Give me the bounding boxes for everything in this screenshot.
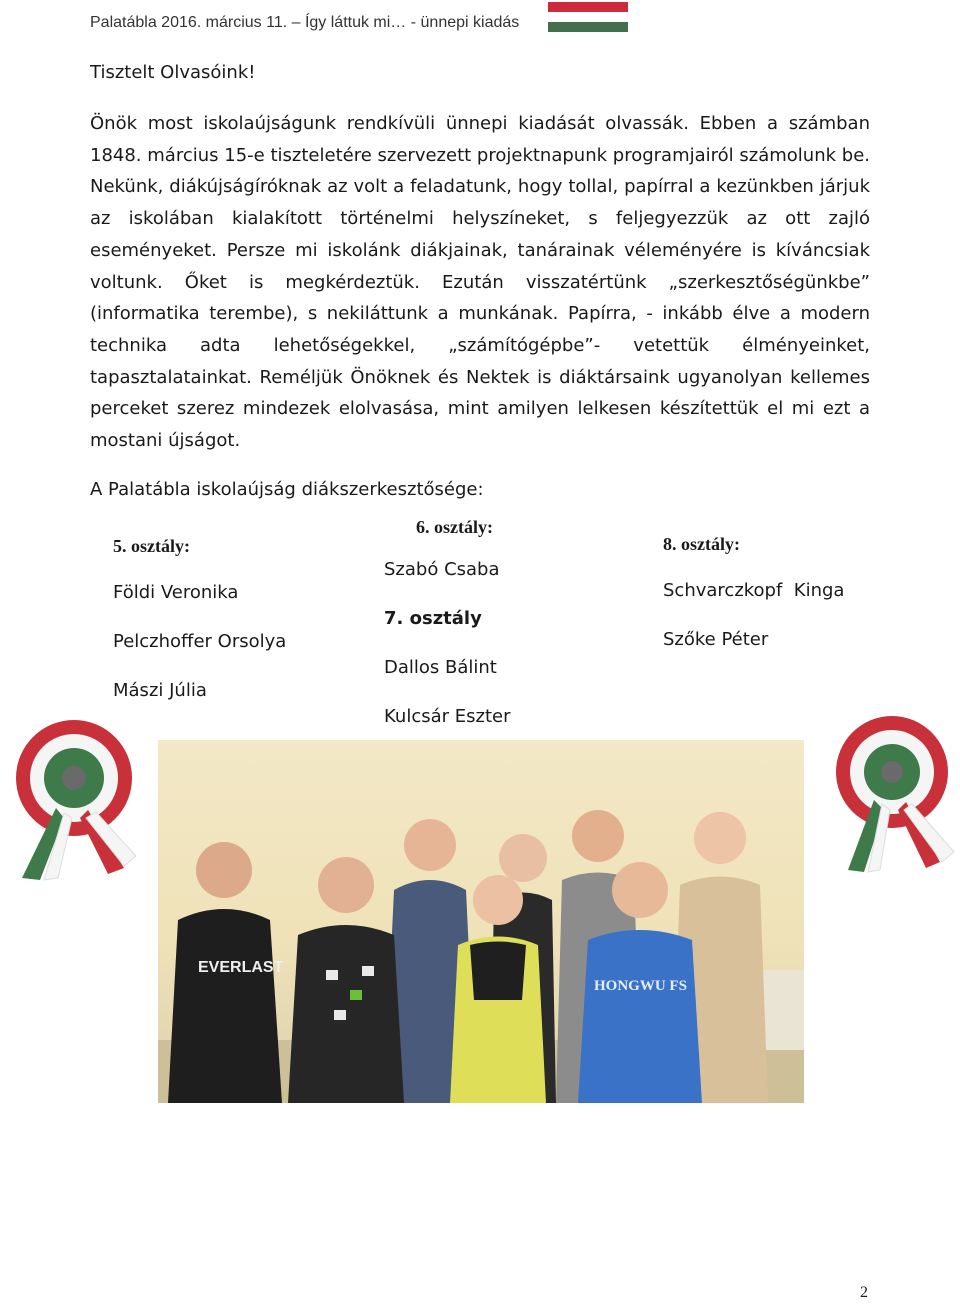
group-photo xyxy=(158,740,804,1103)
editor-name: Schvarczkopf Kinga xyxy=(663,580,845,601)
page-number: 2 xyxy=(860,1284,868,1301)
class8-label: 8. osztály: xyxy=(663,534,740,554)
editor-name: Dallos Bálint xyxy=(384,657,497,678)
hungarian-flag-icon xyxy=(548,2,628,32)
editor-name: Kulcsár Eszter xyxy=(384,706,511,727)
cockade-right-icon xyxy=(822,712,960,882)
salutation: Tisztelt Olvasóink! xyxy=(90,62,256,83)
editor-name: Szabó Csaba xyxy=(384,559,500,580)
editor-name: Szőke Péter xyxy=(663,629,769,650)
student-figure xyxy=(168,842,284,1103)
editor-name: Földi Veronika xyxy=(113,582,239,603)
running-header: Palatábla 2016. március 11. – Így láttuk mi… - ünnepi kiadás xyxy=(90,14,520,31)
intro-paragraph: Önök most iskolaújságunk rendkívüli ünnepi kiadását olvassák. Ebben a számban 1848. március 15-e tiszteletére szervezett projektnapunk programjairól számolunk be. Nekünk, diákújságíróknak az volt a feladatunk, hogy tollal, papírral a kezünkben járjuk az iskolában kialakított történelmi helyszíneket, s feljegyezzük az ott zajló eseményeket. Persze mi iskolánk diákjainak, tanárainak véleményére is kíváncsiak voltunk. Őket is megkérdeztük. Ezután visszatértünk „szerkesztőségünkbe” (informatika terembe), s nekiláttunk a munkának. Papírra, - inkább élve a modern technika adta lehetőségekkel, „számítógépbe”- vetettük élményeinket, tapasztalatainkat. Reméljük Önöknek és Nektek is diáktársaink ugyanolyan kellemes perceket szerez mindezek elolvasása, mint amilyen lelkesen készítettük el mi ezt a mostani újságot. xyxy=(90,113,870,452)
editors-heading: A Palatábla iskolaújság diákszerkesztősége: xyxy=(90,479,484,500)
shirt-text-left: EVERLAST xyxy=(198,959,284,976)
editor-name: Pelczhoffer Orsolya xyxy=(113,631,287,652)
editor-name: Mászi Júlia xyxy=(113,680,207,701)
class5-label: 5. osztály: xyxy=(113,536,190,556)
class6-label: 6. osztály: xyxy=(416,517,493,537)
class7-label: 7. osztály xyxy=(384,608,482,629)
group-photo-illustration xyxy=(158,740,804,1103)
cockade-left-icon xyxy=(4,718,154,888)
student-figure xyxy=(288,857,404,1103)
shirt-text-right: HONGWU FS xyxy=(594,978,687,994)
